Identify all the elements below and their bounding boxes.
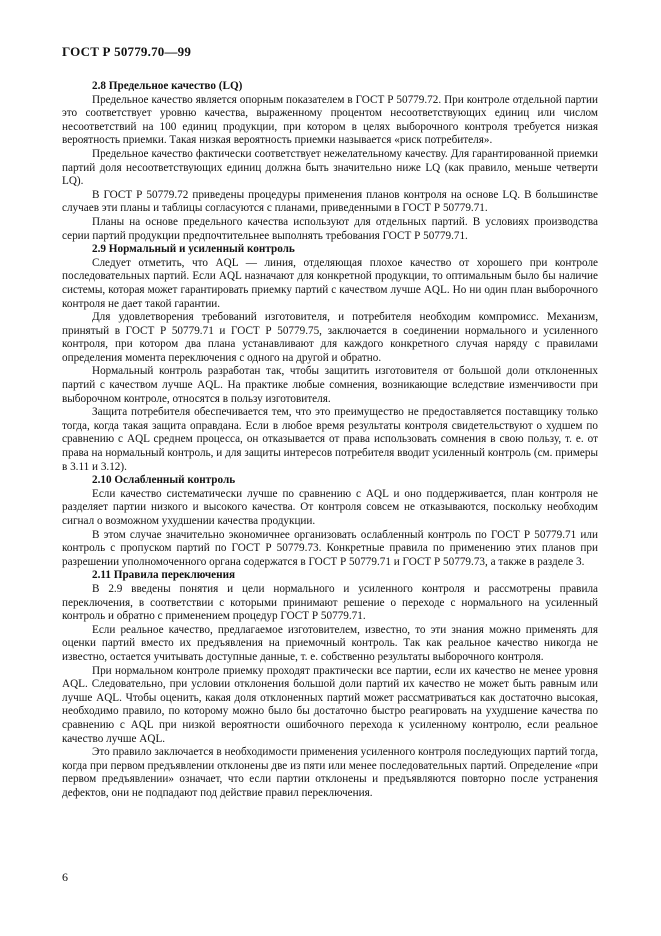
paragraph: Это правило заключается в необходимости применения усиленного контроля последующих партий тогда, когда при первом предъявлении отклонены две из пяти или менее последовательных партий. Определение «при первом предъявлении» означает, что если партии отклонены и предъявляются повторно после устранения дефектов, они не подпадают под действие правил переключения. (62, 746, 598, 799)
paragraph: Для удовлетворения требований изготовителя, и потребителя необходим компромисс. Механизм, принятый в ГОСТ Р 50779.71 и ГОСТ Р 50779.75, заключается в соединении нормального и усиленного контроля, при котором два плана устанавливают для каждого конкретного случая наряду с правилами определения момента переключения с одного на другой и обратно. (62, 311, 598, 364)
paragraph: При нормальном контроле приемку проходят практически все партии, если их качество не менее уровня AQL. Следовательно, при условии отклонения большой доли партий их качество не может быть равным или лучше AQL. Чтобы оценить, какая доля отклоненных партий может рассматриваться как достаточно высокая, необходимо правило, по которому можно было бы достаточно быстро реагировать на ухудшение качества по сравнению с AQL при низкой вероятности ошибочного перехода к усиленному контролю, если реальное качество лучше AQL. (62, 664, 598, 745)
paragraph: Нормальный контроль разработан так, чтобы защитить изготовителя от большой доли отклоненных партий с качеством лучше AQL. На практике любые сомнения, возникающие вследствие изменчивости при выборочном контроле, относятся в пользу изготовителя. (62, 365, 598, 405)
section-2-9 (62, 243, 598, 474)
paragraph: В этом случае значительно экономичнее организовать ослабленный контроль по ГОСТ Р 50779.71 или контроль с пропуском партий по ГОСТ Р 50779.73. Конкретные правила по применению этих планов при разрешении уполномоченного органа содержатся в ГОСТ Р 50779.71 и ГОСТ Р 50779.73, а также в разделе 3. (62, 528, 598, 568)
paragraph: В 2.9 введены понятия и цели нормального и усиленного контроля и рассмотрены правила переключения, в соответствии с которыми принимают решение о переходе с нормального на усиленный контроль и обратно с применением процедур ГОСТ Р 50779.71. (62, 582, 598, 623)
page-number: 6 (62, 870, 68, 884)
section-2-11 (62, 569, 598, 800)
paragraph: Если качество систематически лучше по сравнению с AQL и оно поддерживается, план контроля не разделяет партии низкого и высокого качества. От контроля совсем не отказываются, поскольку необходим сигнал о возможном ухудшении качества продукции. (62, 487, 598, 527)
paragraph: Следует отметить, что AQL — линия, отделяющая плохое качество от хорошего при контроле последовательных партий. Если AQL назначают для конкретной продукции, то оптимальным было бы наличие системы, которая может гарантировать приемку партий с качеством лучше AQL. Но ни один план выборочного контроля не дает такой гарантии. (62, 256, 598, 310)
section-heading: 2.8 Предельное качество (LQ) (92, 80, 243, 92)
paragraph: Предельное качество является опорным показателем в ГОСТ Р 50779.72. При контроле отдельной партии это соответствует уровню качества, выраженному процентом несоответствующих единиц или числом несоответствий на 100 единиц продукции, при котором в целях выборочного контроля требуется низкая вероятность приемки. Такая низкая вероятность приемки называется «риск потребителя». (62, 93, 598, 147)
section-heading: 2.11 Правила переключения (92, 569, 236, 582)
paragraph: Защита потребителя обеспечивается тем, что это преимущество не предоставляется поставщику только тогда, когда такая защита оправдана. Если в любое время результаты контроля свидетельствуют о худшем по сравнению с AQL среднем процесса, он отказывается от права использовать сомнения в свою пользу, т. е. от права на нормальный контроль, и для защиты интересов потребителя вводит усиленный контроль (см. примеры в 3.11 и 3.12). (62, 406, 598, 473)
section-2-8 (62, 80, 598, 243)
paragraph: Планы на основе предельного качества используют для отдельных партий. В условиях производства серии партий продукции предпочтительнее выполнять требования ГОСТ Р 50779.71. (62, 215, 598, 242)
paragraph: Предельное качество фактически соответствует нежелательному качеству. Для гарантированной приемки партий доля несоответствующих единиц должна быть значительно ниже LQ (как правило, меньше четверти LQ). (62, 147, 598, 188)
section-heading: 2.10 Ослабленный контроль (92, 474, 236, 487)
paragraph: Если реальное качество, предлагаемое изготовителем, известно, то эти знания можно применять для оценки партий вместо их предъявления на приемочный контроль. Так как реальное качество никогда не известно, остается учитывать доступные данные, т. е. собственно результаты выборочного контроля. (62, 623, 598, 663)
document-body (62, 80, 598, 800)
document-header: ГОСТ Р 50779.70—99 (62, 44, 192, 59)
section-2-10 (62, 474, 598, 569)
section-heading: 2.9 Нормальный и усиленный контроль (92, 243, 295, 256)
paragraph: В ГОСТ Р 50779.72 приведены процедуры применения планов контроля на основе LQ. В большинстве случаев эти планы и таблицы согласуются с планами, приведенными в ГОСТ Р 50779.71. (62, 188, 598, 215)
